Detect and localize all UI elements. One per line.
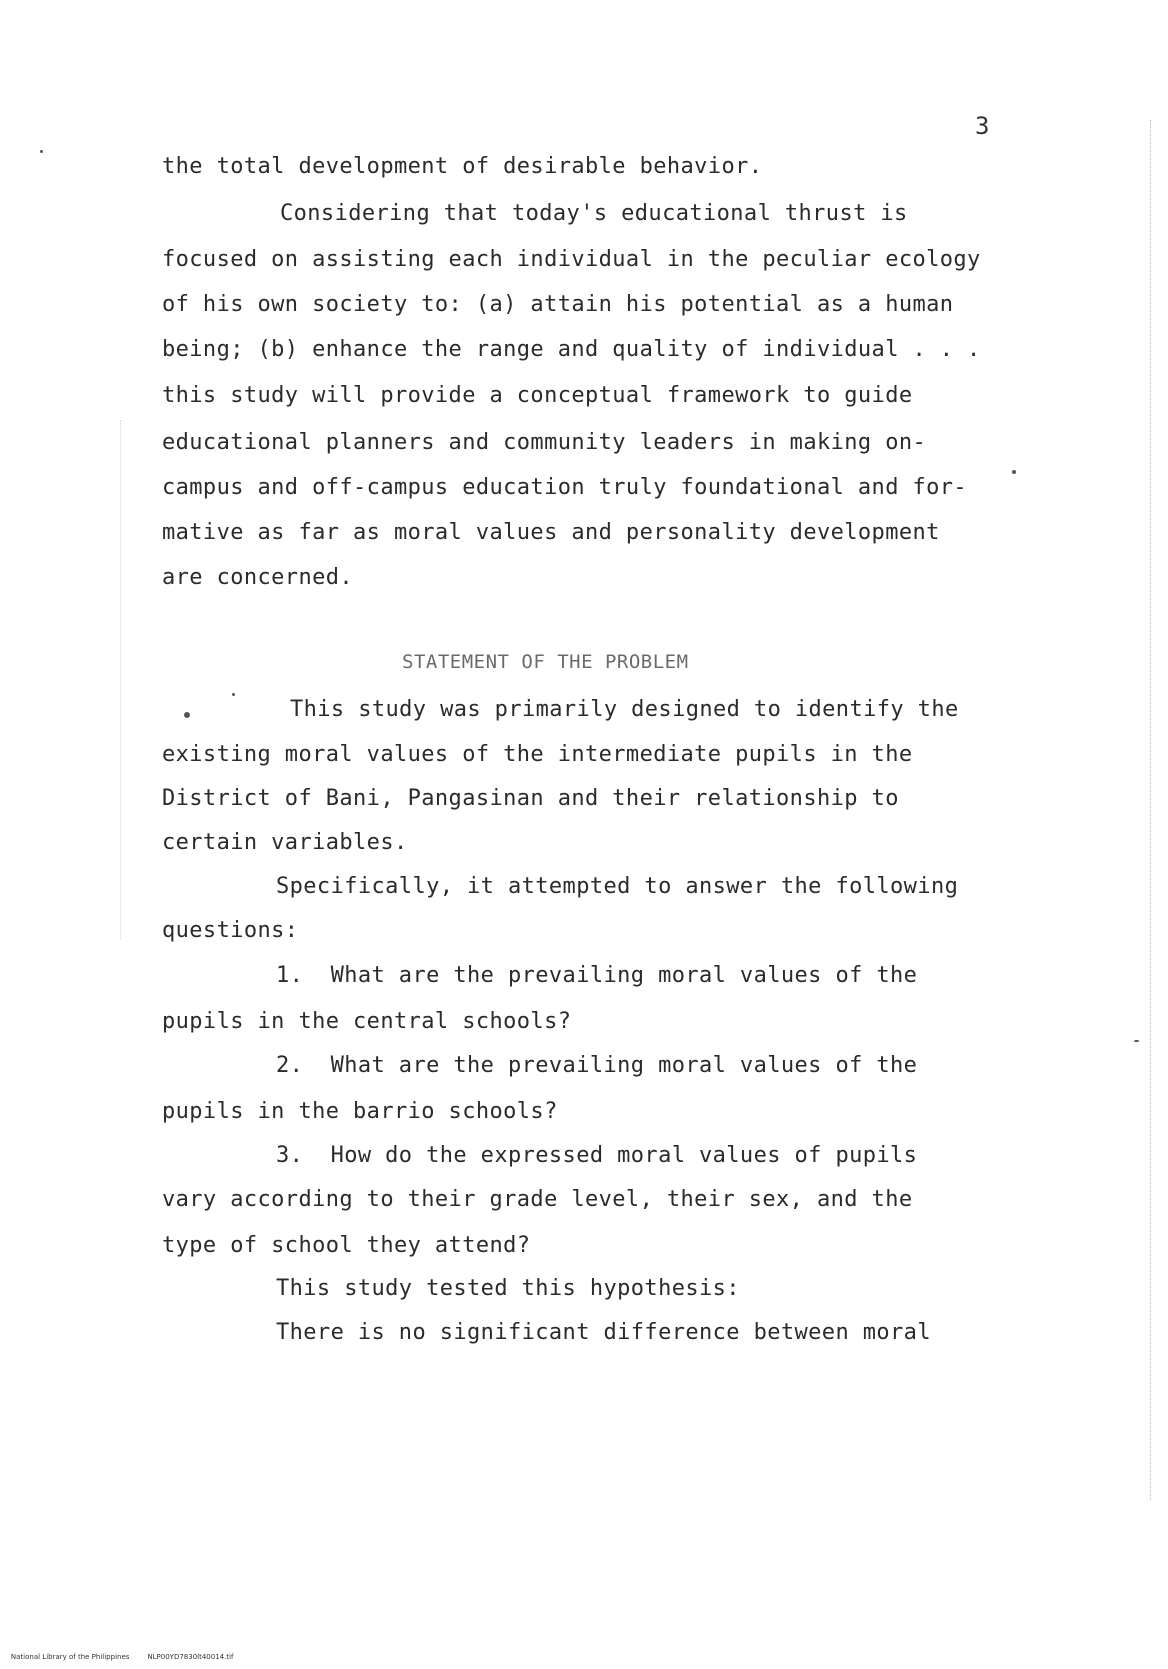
question-item: 3. How do the expressed moral values of pupils — [276, 1143, 918, 1168]
scan-speck — [184, 712, 190, 718]
scan-footer — [2, 1645, 234, 1669]
text-line: educational planners and community leaders in making on- — [162, 430, 927, 455]
scan-speck — [1012, 470, 1016, 474]
text-line: campus and off-campus education truly foundational and for- — [162, 475, 968, 500]
text-line: type of school they attend? — [162, 1233, 531, 1258]
text-line: Considering that today's educational thrust is — [280, 201, 908, 226]
text-line: are concerned. — [162, 565, 354, 590]
page-number: 3 — [975, 112, 990, 140]
text-line: being; (b) enhance the range and quality of individual . . . — [162, 337, 981, 362]
scan-speck — [40, 150, 43, 153]
text-line: Specifically, it attempted to answer the following — [276, 874, 959, 899]
text-line: pupils in the central schools? — [162, 1009, 572, 1034]
text-line: questions: — [162, 918, 299, 943]
text-line: This study was primarily designed to identify the — [290, 697, 959, 722]
scan-speck — [1134, 1040, 1139, 1042]
text-line: certain variables. — [162, 830, 408, 855]
text-line: District of Bani, Pangasinan and their relationship to — [162, 786, 899, 811]
text-line: the total development of desirable behavior. — [162, 154, 763, 179]
text-line: pupils in the barrio schools? — [162, 1099, 558, 1124]
text-line: of his own society to: (a) attain his potential as a human — [162, 292, 954, 317]
text-line: mative as far as moral values and personality development — [162, 520, 940, 545]
text-line: focused on assisting each individual in the peculiar ecology — [162, 247, 981, 272]
question-item: 1. What are the prevailing moral values of the — [276, 963, 918, 988]
footer-file-id: NLP00YD7830lt40014.tif — [147, 1653, 234, 1661]
footer-library: National Library of the Philippines — [10, 1653, 130, 1661]
question-item: 2. What are the prevailing moral values of the — [276, 1053, 918, 1078]
text-line: existing moral values of the intermediate pupils in the — [162, 742, 913, 767]
text-line: There is no significant difference between moral — [276, 1320, 931, 1345]
text-line: vary according to their grade level, their sex, and the — [162, 1187, 913, 1212]
scan-speck — [232, 693, 235, 696]
section-heading: STATEMENT OF THE PROBLEM — [402, 651, 689, 673]
text-line: This study tested this hypothesis: — [276, 1276, 740, 1301]
text-line: this study will provide a conceptual framework to guide — [162, 383, 913, 408]
scan-edge — [120, 420, 122, 940]
scan-edge — [1150, 120, 1152, 1500]
